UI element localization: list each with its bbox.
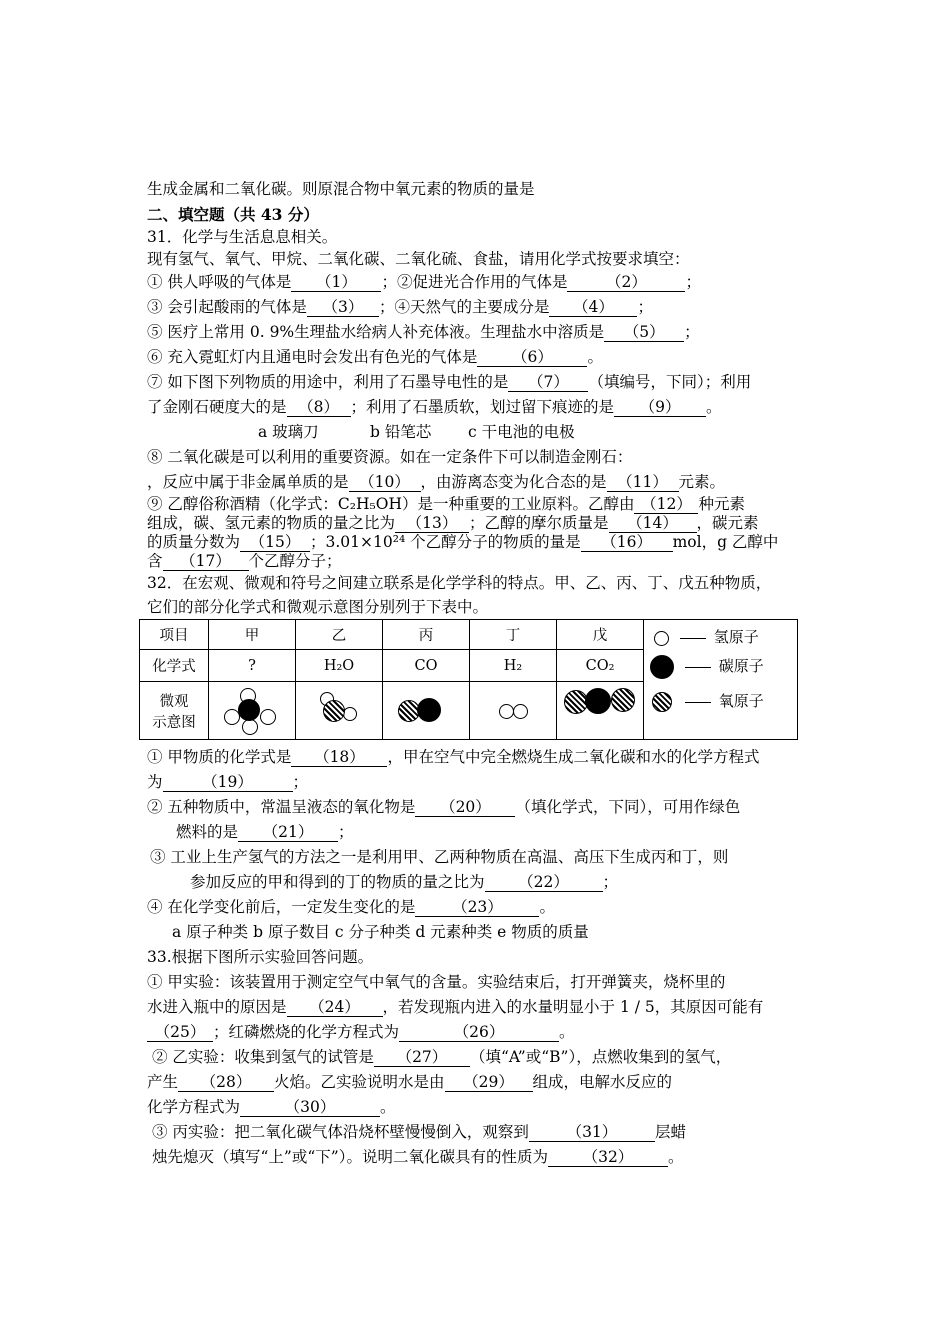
answer-blank[interactable]: （29） — [445, 1073, 533, 1092]
formula-cell: H₂ — [470, 650, 557, 682]
answer-blank[interactable]: （6） — [477, 348, 587, 367]
label-line: 示意图 — [152, 714, 196, 731]
question-32-title: 32．在宏观、微观和符号之间建立联系是化学学科的特点。甲、乙、丙、丁、戊五种物质， — [147, 574, 772, 592]
question-line — [147, 513, 759, 533]
text-line: ⑧ 二氧化碳是可以利用的重要资源。如在一定条件下可以制造金刚石： — [147, 448, 633, 466]
question-line — [147, 347, 603, 367]
answer-blank[interactable]: （26） — [399, 1023, 559, 1042]
row-label: 化学式 — [140, 650, 209, 682]
options-line: a 原子种类 b 原子数目 c 分子种类 d 元素种类 e 物质的质量 — [172, 923, 589, 941]
text: （填“A”或“B”），点燃收集到的氢气， — [469, 1048, 732, 1066]
carbon-atom-icon — [238, 699, 260, 721]
answer-blank[interactable]: （23） — [415, 898, 539, 917]
text: ① 供人呼吸的气体是 — [147, 273, 292, 291]
oxygen-atom-icon — [611, 688, 635, 712]
formula-cell: CO — [383, 650, 470, 682]
text: ；3.01×10²⁴ 个乙醇分子的物质的量是 — [310, 533, 581, 551]
text: 火焰。乙实验说明水是由 — [274, 1073, 445, 1091]
text: ② 五种物质中，常温呈液态的氧化物是 — [147, 798, 416, 816]
answer-blank[interactable]: （30） — [240, 1098, 380, 1117]
text: mol，g 乙醇中 — [672, 533, 779, 551]
answer-blank[interactable]: （31） — [529, 1123, 655, 1142]
formula-cell: ? — [209, 650, 296, 682]
question-31-title: 31．化学与生活息息相关。 — [147, 228, 338, 246]
legend-label: 氢原子 — [713, 628, 759, 646]
question-line — [147, 322, 700, 342]
hydrogen-atom-icon — [654, 631, 669, 646]
text: 水进入瓶中的原因是 — [147, 998, 287, 1016]
text: ；④天然气的主要成分是 — [378, 298, 550, 316]
answer-blank[interactable]: （32） — [548, 1148, 668, 1167]
question-line — [147, 897, 555, 917]
text: ； — [292, 773, 309, 791]
answer-blank[interactable]: （9） — [614, 398, 706, 417]
option-b: b 铅笔芯 — [370, 423, 432, 441]
text-line: 它们的部分化学式和微观示意图分别列于下表中。 — [147, 598, 489, 616]
text: 层蜡 — [654, 1123, 686, 1141]
question-line — [147, 997, 763, 1017]
question-line — [147, 1072, 672, 1092]
answer-blank[interactable]: （14） — [609, 514, 697, 533]
answer-blank[interactable]: （1） — [291, 273, 381, 292]
answer-blank[interactable]: （19） — [163, 773, 293, 792]
answer-blank[interactable]: （11） — [607, 473, 679, 492]
text: 组成，碳、氢元素的物质的量之比为 — [147, 514, 396, 532]
answer-blank[interactable]: （5） — [604, 323, 684, 342]
text: ⑤ 医疗上常用 0. 9%生理盐水给病人补充体液。生理盐水中溶质是 — [147, 323, 605, 341]
question-33-title: 33.根据下图所示实验回答问题。 — [147, 948, 374, 966]
answer-blank[interactable]: （8） — [287, 398, 351, 417]
answer-blank[interactable]: （4） — [549, 298, 637, 317]
legend-label: 碳原子 — [718, 657, 764, 675]
legend-label: 氧原子 — [718, 692, 764, 710]
answer-blank[interactable]: （13） — [395, 514, 469, 533]
text: 。 — [667, 1148, 684, 1166]
answer-blank[interactable]: （7） — [508, 373, 588, 392]
table-header: 乙 — [296, 620, 383, 650]
oxygen-atom-icon — [323, 700, 345, 722]
question-line — [147, 772, 308, 792]
question-line — [152, 1122, 686, 1142]
text: ⑦ 如下图下列物质的用途中，利用了石墨导电性的是 — [147, 373, 509, 391]
carbon-atom-icon — [585, 688, 611, 714]
oxygen-atom-icon — [652, 692, 672, 712]
text: ； — [602, 873, 619, 891]
carbon-atom-icon — [650, 655, 674, 679]
legend-cell — [644, 620, 798, 740]
text: 了金刚石硬度大的是 — [147, 398, 287, 416]
carbon-atom-icon — [417, 698, 441, 722]
text: ① 甲物质的化学式是 — [147, 748, 292, 766]
question-line — [147, 297, 653, 317]
answer-blank[interactable]: （24） — [287, 998, 383, 1017]
text: ；红磷燃烧的化学方程式为 — [213, 1023, 400, 1041]
answer-blank[interactable]: （21） — [238, 823, 338, 842]
methane-molecule-diagram — [209, 682, 296, 740]
divider — [685, 702, 711, 703]
text: ，反应中属于非金属单质的是 — [147, 473, 349, 491]
text: 。 — [380, 1098, 396, 1116]
question-line — [147, 551, 342, 571]
text: ，由游离态变为化合态的是 — [420, 473, 607, 491]
text: （填编号，下同）；利用 — [588, 373, 752, 391]
text: 的质量分数为 — [147, 533, 241, 551]
text-line: 现有氢气、氧气、甲烷、二氧化碳、二氧化硫、食盐，请用化学式按要求填空： — [147, 250, 690, 268]
answer-blank[interactable]: （15） — [240, 533, 310, 552]
table-header: 甲 — [209, 620, 296, 650]
formula-cell: H₂O — [296, 650, 383, 682]
text: ；利用了石墨质软，划过留下痕迹的是 — [350, 398, 615, 416]
divider — [685, 667, 711, 668]
text: ；②促进光合作用的气体是 — [381, 273, 568, 291]
hydrogen-atom-icon — [513, 704, 528, 719]
text: ； — [338, 823, 354, 841]
text: （填化学式，下同），可用作绿色 — [515, 798, 741, 816]
label-line: 微观 — [159, 693, 189, 710]
text-line: ① 甲实验：该装置用于测定空气中氧气的含量。实验结束后，打开弹簧夹，烧杯里的 — [147, 973, 726, 991]
text: 元素。 — [678, 473, 726, 491]
text: 。 — [706, 398, 722, 416]
text: ，若发现瓶内进入的水量明显小于 1 / 5，其原因可能有 — [382, 998, 764, 1016]
row-label — [140, 682, 209, 740]
legend-item-oxygen — [652, 690, 764, 712]
text: ② 乙实验：收集到氢气的试管是 — [152, 1048, 374, 1066]
question-line — [147, 532, 778, 552]
text: ④ 在化学变化前后，一定发生变化的是 — [147, 898, 416, 916]
hydrogen-atom-icon — [343, 707, 357, 721]
answer-blank[interactable]: （20） — [415, 798, 515, 817]
question-line — [147, 372, 751, 392]
text: ，碳元素 — [696, 514, 759, 532]
formula-cell: CO₂ — [557, 650, 644, 682]
text: 烛先熄灭（填写“上”或“下”）。说明二氧化碳具有的性质为 — [152, 1148, 548, 1166]
hydrogen-atom-icon — [499, 704, 514, 719]
text-line: 生成金属和二氧化碳。则原混合物中氧元素的物质的量是 — [147, 180, 535, 198]
text: 含 — [147, 552, 163, 570]
text: ； — [637, 298, 653, 316]
text: 为 — [147, 773, 163, 791]
answer-blank[interactable]: （16） — [581, 533, 673, 552]
text: 。 — [559, 1023, 575, 1041]
text: ； — [684, 323, 700, 341]
text: 参加反应的甲和得到的丁的物质的量之比为 — [190, 873, 485, 891]
question-line — [152, 1047, 731, 1067]
answer-blank[interactable]: （18） — [291, 748, 387, 767]
question-line — [147, 397, 722, 417]
table-header: 项目 — [140, 620, 209, 650]
answer-blank[interactable]: （2） — [567, 273, 685, 292]
table-header: 戊 — [557, 620, 644, 650]
text: ⑥ 充入霓虹灯内且通电时会发出有色光的气体是 — [147, 348, 478, 366]
answer-blank[interactable]: （22） — [485, 873, 603, 892]
text: 。 — [587, 348, 603, 366]
answer-blank[interactable]: （10） — [349, 473, 421, 492]
text: 化学方程式为 — [147, 1098, 241, 1116]
question-line — [152, 1147, 683, 1167]
hydrogen-atom-icon — [260, 709, 276, 725]
question-line — [147, 494, 745, 514]
text: ；乙醇的摩尔质量是 — [469, 514, 609, 532]
text: 个乙醇分子； — [248, 552, 342, 570]
answer-blank[interactable]: （25） — [147, 1023, 213, 1042]
text: 组成，电解水反应的 — [532, 1073, 673, 1091]
text: ； — [685, 273, 701, 291]
hydrogen-atom-icon — [242, 719, 258, 735]
question-line — [147, 472, 725, 492]
answer-blank[interactable]: （28） — [178, 1073, 274, 1092]
co-molecule-diagram — [383, 682, 470, 740]
answer-blank[interactable]: （3） — [307, 298, 379, 317]
option-a: a 玻璃刀 — [258, 423, 319, 441]
substance-table — [139, 619, 798, 740]
option-c: c 干电池的电极 — [468, 423, 575, 441]
text: 。 — [539, 898, 555, 916]
co2-molecule-diagram — [557, 682, 644, 740]
text: 产生 — [147, 1073, 179, 1091]
table-header: 丙 — [383, 620, 470, 650]
answer-blank[interactable]: （12） — [634, 495, 698, 514]
text: ⑨ 乙醇俗称酒精（化学式：C₂H₅OH）是一种重要的工业原料。乙醇由 — [147, 495, 635, 513]
text: ③ 会引起酸雨的气体是 — [147, 298, 307, 316]
water-molecule-diagram — [296, 682, 383, 740]
text: 种元素 — [698, 495, 745, 513]
question-line — [147, 272, 701, 292]
question-line — [147, 1022, 575, 1042]
section-heading: 二、填空题（共 43 分） — [147, 205, 319, 224]
question-line — [147, 1097, 396, 1117]
answer-blank[interactable]: （27） — [374, 1048, 470, 1067]
table-header: 丁 — [470, 620, 557, 650]
legend-item-hydrogen — [654, 626, 759, 647]
divider — [680, 638, 706, 639]
question-line — [176, 822, 354, 842]
answer-blank[interactable]: （17） — [163, 552, 249, 571]
text: ，甲在空气中完全燃烧生成二氧化碳和水的化学方程式 — [387, 748, 760, 766]
text: 燃料的是 — [176, 823, 239, 841]
question-line — [190, 872, 618, 892]
text: ③ 丙实验：把二氧化碳气体沿烧杯壁慢慢倒入，观察到 — [152, 1123, 529, 1141]
text-line: ③ 工业上生产氢气的方法之一是利用甲、乙两种物质在高温、高压下生成丙和丁，则 — [150, 848, 729, 866]
legend-item-carbon — [650, 655, 764, 679]
hydrogen-molecule-diagram — [470, 682, 557, 740]
question-line — [147, 747, 759, 767]
question-line — [147, 797, 740, 817]
